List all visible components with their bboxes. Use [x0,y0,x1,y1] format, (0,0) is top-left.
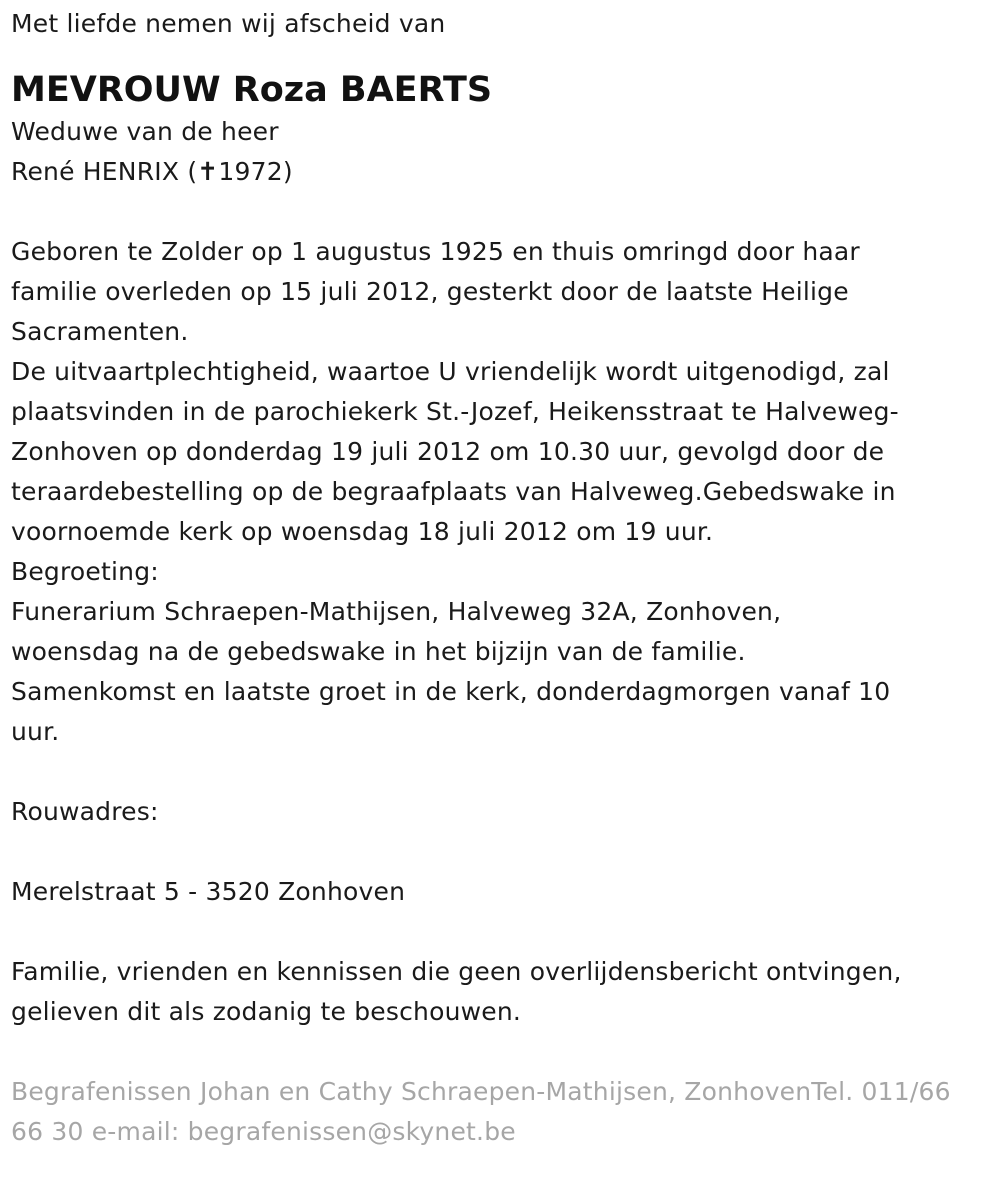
body-line: Geboren te Zolder op 1 augustus 1925 en thuis omringd door haar [11,237,860,266]
body-paragraph [11,232,1000,752]
funeral-home-footer [11,1072,1000,1152]
body-line: Funerarium Schraepen-Mathijsen, Halveweg 32A, Zonhoven, [11,597,782,626]
intro-text: Met liefde nemen wij afscheid van [11,9,446,38]
notice-paragraph [11,952,1000,1032]
body-line: uur. [11,717,60,746]
spacer [11,1032,1000,1072]
body-line: Begroeting: [11,557,159,586]
spacer [11,832,1000,872]
mourning-address: Merelstraat 5 - 3520 Zonhoven [11,877,406,906]
spouse-line-2: René HENRIX (✝1972) [11,157,293,186]
spouse-line-1: Weduwe van de heer [11,117,279,146]
spacer [11,912,1000,952]
address-label: Rouwadres: [11,797,159,826]
body-line: familie overleden op 15 juli 2012, gesterkt door de laatste Heilige [11,277,849,306]
body-line: teraardebestelling op de begraafplaats van Halveweg.Gebedswake in [11,477,896,506]
body-line: voornoemde kerk op woensdag 18 juli 2012 om 19 uur. [11,517,714,546]
footer-line: Begrafenissen Johan en Cathy Schraepen-Mathijsen, ZonhovenTel. 011/66 [11,1077,951,1106]
body-line: woensdag na de gebedswake in het bijzijn van de familie. [11,637,746,666]
body-line: Zonhoven op donderdag 19 juli 2012 om 10.30 uur, gevolgd door de [11,437,885,466]
body-line: Sacramenten. [11,317,189,346]
notice-line: Familie, vrienden en kennissen die geen overlijdensbericht ontvingen, [11,957,902,986]
notice-line: gelieven dit als zodanig te beschouwen. [11,997,522,1026]
spacer [11,752,1000,792]
body-line: De uitvaartplechtigheid, waartoe U vriendelijk wordt uitgenodigd, zal [11,357,890,386]
spacer [11,192,1000,232]
body-line: plaatsvinden in de parochiekerk St.-Jozef, Heikensstraat te Halveweg- [11,397,899,426]
footer-line: 66 30 e-mail: begrafenissen@skynet.be [11,1117,516,1146]
body-line: Samenkomst en laatste groet in de kerk, donderdagmorgen vanaf 10 [11,677,891,706]
deceased-name: MEVROUW Roza BAERTS [11,70,493,110]
